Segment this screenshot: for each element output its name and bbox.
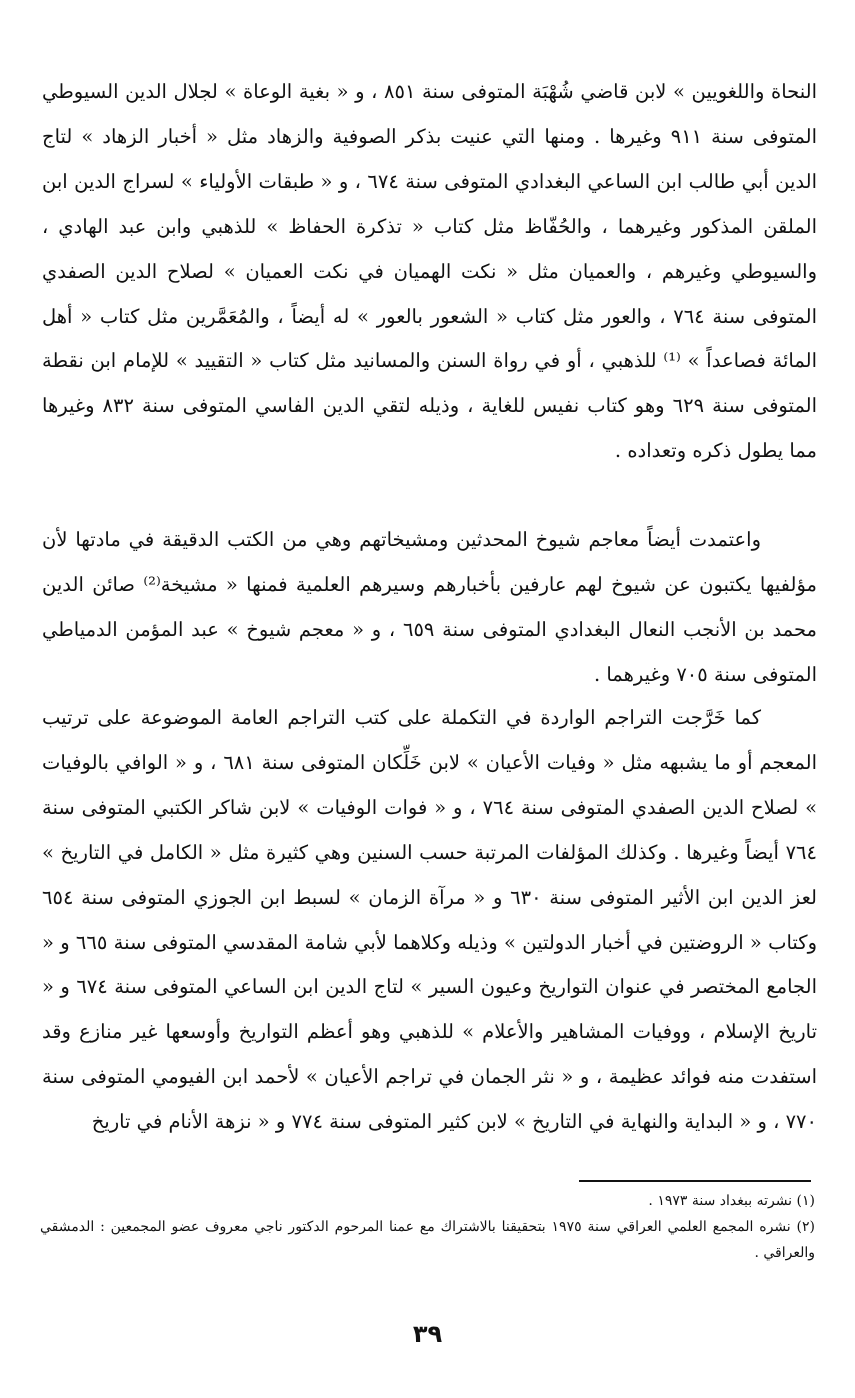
page-number: ٣٩ xyxy=(412,1320,443,1348)
paragraph-2: واعتمدت أيضاً معاجم شيوخ المحدثين ومشيخاتهم وهي من الكتب الدقيقة في مادتها لأن مؤلفيها يكتبون عن شيوخ لهم عارفين بأخبارهم وسيرهم العلمية فمنها « مشيخة⁽²⁾ صائن الدين محمد بن الأنجب النعال البغدادي المتوفى سنة ٦٥٩ ، و « معجم شيوخ » عبد المؤمن الدمياطي المتوفى سنة ٧٠٥ وغيرهما . xyxy=(42,528,817,686)
footnote-1: (١) نشرته ببغداد سنة ١٩٧٣ . xyxy=(648,1193,815,1209)
paragraph-3: كما خَرَّجت التراجم الواردة في التكملة على كتب التراجم العامة الموضوعة على ترتيب المعجم أو ما يشبهه مثل « وفيات الأعيان » لابن خَلِّكان المتوفى سنة ٦٨١ ، و « الوافي بالوفيات » لصلاح الدين الصفدي المتوفى سنة ٧٦٤ ، و « فوات الوفيات » لابن شاكر الكتبي المتوفى سنة ٧٦٤ أيضاً وغيرها . وكذلك المؤلفات المرتبة حسب السنين وهي كثيرة مثل « الكامل في التاريخ » لعز الدين ابن الأثير المتوفى سنة ٦٣٠ و « مرآة الزمان » لسبط ابن الجوزي المتوفى سنة ٦٥٤ وكتاب « الروضتين في أخبار الدولتين » وذيله وكلاهما لأبي شامة المقدسي المتوفى سنة ٦٦٥ و « الجامع المختصر في عنوان التواريخ وعيون السير » لتاج الدين ابن الساعي المتوفى سنة ٦٧٤ و « تاريخ الإسلام ، ووفيات المشاهير والأعلام » للذهبي وهو أعظم التواريخ وأوسعها غير منازع وقد استفدت منه فوائد عظيمة ، و « نثر الجمان في تراجم الأعيان » لأحمد ابن الفيومي المتوفى سنة ٧٧٠ ، و « البداية والنهاية في التاريخ » لابن كثير المتوفى سنة ٧٧٤ و « نزهة الأنام في تاريخ xyxy=(42,706,817,1134)
footnote-2: (٢) نشره المجمع العلمي العراقي سنة ١٩٧٥ بتحقيقنا بالاشتراك مع عمنا المرحوم الدكتور ناجي معروف عضو المجمعين : الدمشقي والعراقي . xyxy=(40,1219,815,1261)
footnotes xyxy=(40,1188,815,1266)
footnote-separator xyxy=(579,1180,811,1182)
paragraph-1: النحاة واللغويين » لابن قاضي شُهْبَة المتوفى سنة ٨٥١ ، و « بغية الوعاة » لجلال الدين السيوطي المتوفى سنة ٩١١ وغيرها . ومنها التي عنيت بذكر الصوفية والزهاد مثل « أخبار الزهاد » لتاج الدين أبي طالب ابن الساعي البغدادي المتوفى سنة ٦٧٤ ، و « طبقات الأولياء » لسراج الدين ابن الملقن المذكور وغيرهما ، والحُفّاظ مثل كتاب « تذكرة الحفاظ » للذهبي وابن عبد الهادي ، والسيوطي وغيرهم ، والعميان مثل « نكت الهميان في نكت العميان » لصلاح الدين الصفدي المتوفى سنة ٧٦٤ ، والعور مثل كتاب « الشعور بالعور » له أيضاً ، والمُعَمَّرين مثل كتاب « أهل المائة فصاعداً » ⁽¹⁾ للذهبي ، أو في رواة السنن والمسانيد مثل كتاب « التقييد » للإمام ابن نقطة المتوفى سنة ٦٢٩ وهو كتاب نفيس للغاية ، وذيله لتقي الدين الفاسي المتوفى سنة ٨٣٢ وغيرها مما يطول ذكره وتعداده . xyxy=(42,80,818,463)
